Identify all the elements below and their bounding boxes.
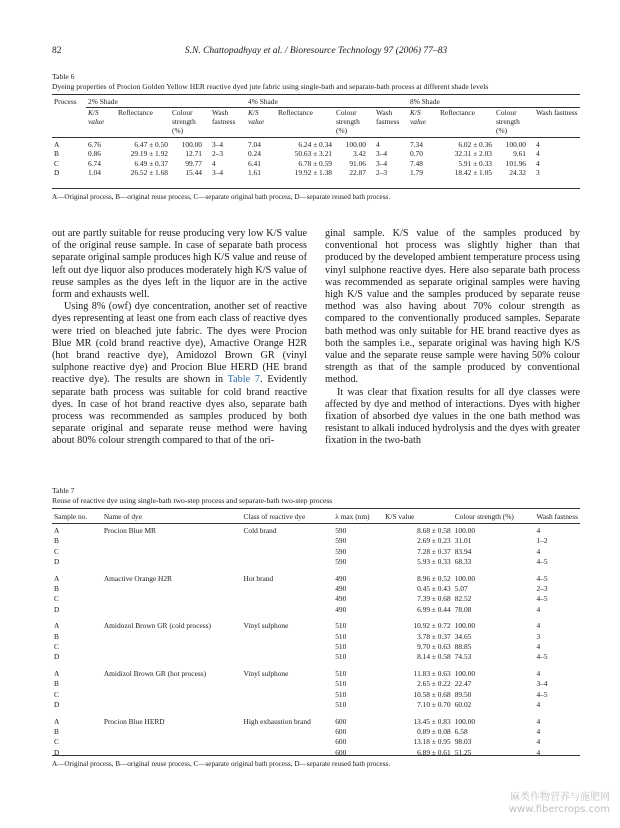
table7-dye-name-cell	[102, 737, 242, 747]
table6-cell: 1.61	[248, 168, 261, 178]
table7-sample-cell: B	[54, 584, 59, 594]
table7-strength-cell: 98.03	[454, 737, 472, 747]
table7-wash-cell: 4	[536, 642, 541, 652]
table7-strength-cell: 6.58	[454, 726, 468, 736]
table6-cell: 6.47 ± 0.50	[134, 139, 168, 149]
table7-dye-class-cell: Vinyl sulphone	[243, 668, 289, 678]
table6-cell: 3–4	[212, 168, 224, 178]
table7-header-cell: Name of dye	[102, 510, 242, 524]
table7-sample-cell: A	[54, 526, 60, 535]
table7-wash-cell: 4–5	[536, 689, 548, 699]
table7-row	[52, 632, 580, 642]
table6-cell: 9.61	[513, 149, 526, 159]
body-column-right	[325, 228, 580, 448]
table7-wash-cell: 4	[536, 747, 541, 757]
table7-sample-cell: B	[54, 726, 59, 736]
table6-cell: 6.74	[88, 158, 101, 168]
table7-ks-cell: 13.45 ± 0.83	[413, 716, 451, 726]
table6-label: Table 6	[52, 72, 75, 81]
table7-ks-cell: 2.69 ± 0.23	[417, 536, 451, 546]
table7-ks-cell: 0.89 ± 0.08	[417, 726, 451, 736]
table7-row	[52, 642, 580, 652]
table7-dye-class-cell: Hot brand	[243, 573, 274, 583]
table7-ks-cell: 7.10 ± 0.70	[417, 700, 451, 710]
table7-row	[52, 547, 580, 557]
table7	[52, 510, 580, 758]
table7-strength-cell: 83.94	[454, 546, 472, 556]
table7-ks-cell: 7.39 ± 0.68	[417, 594, 451, 604]
table6-caption	[52, 72, 580, 92]
table7-ks-cell: 8.68 ± 0.58	[417, 526, 451, 535]
table7-link[interactable]: Table 7	[227, 374, 261, 386]
table7-strength-cell: 78.08	[454, 604, 472, 614]
table7-ks-cell: 0.45 ± 0.43	[417, 584, 451, 594]
table7-lambda-cell: 510	[335, 652, 347, 662]
table7-sample-cell: C	[54, 737, 59, 747]
table7-lambda-cell: 600	[335, 726, 347, 736]
table7-lambda-cell: 510	[335, 689, 347, 699]
table7-header	[52, 510, 580, 524]
table6-cell: 3.42	[353, 149, 366, 159]
table6-sub-header-cell: Colour strength (%)	[336, 107, 360, 135]
table7-dye-class-cell: High exhaustion brand	[243, 716, 311, 726]
table7-ks-cell: 2.65 ± 0.22	[417, 679, 451, 689]
table7-lambda-cell: 590	[335, 557, 347, 567]
table6-cell: 4	[376, 139, 380, 149]
table6	[52, 97, 580, 178]
table7-strength-cell: 100.00	[454, 573, 476, 583]
table7-row	[52, 711, 580, 727]
paragraph-2: Using 8% (owf) dye concentration, another set of reactive dyes representing at least one from each class of reactive dyes were tried on bleached jute fabric. The dyes were Procion Blue MR (cold brand reactive dye), Amactive Orange H2R (hot brand reactive dye), Amidozol Brown GR (vinyl sulphone reactive dye) and Procion Blue HERD (HE brand reactive dye). The results are shown in Table 7. Evidently separate bath process was suitable for cold brand reactive dyes. In case of hot brand reactive dyes also, separate bath process was recommended as samples produced by both separate original and separate reuse method were having about 80% colour strength compared to that of the ori-	[52, 301, 307, 447]
table7-wash-cell: 4–5	[536, 557, 548, 567]
table7-row	[52, 536, 580, 546]
table7-strength-cell: 60.02	[454, 700, 472, 710]
table6-sub-header-cell: Wash fastness	[212, 107, 236, 126]
running-title: S.N. Chattopadhyay et al. / Bioresource Technology 97 (2006) 77–83	[184, 46, 448, 56]
table7-ks-cell: 10.92 ± 0.72	[413, 621, 451, 631]
table6-cell: 6.41	[248, 158, 261, 168]
table7-strength-cell: 74.53	[454, 652, 472, 662]
table7-sample-cell: A	[54, 621, 60, 631]
table6-cell: 6.76	[88, 139, 101, 149]
table7-header-cell: Wash fastness	[534, 510, 580, 524]
table7-dye-class-cell	[241, 700, 333, 710]
table6-cell: 6.02 ± 0.36	[458, 139, 492, 149]
table7-dye-class-cell	[241, 748, 333, 758]
table7-row	[52, 615, 580, 631]
table7-dye-class-cell	[241, 679, 333, 689]
table6-cell: 24.32	[509, 168, 526, 178]
table6-cell: 7.48	[410, 158, 423, 168]
table7-bottom-rule	[52, 755, 580, 756]
table7-dye-name-cell	[102, 642, 242, 652]
table7-dye-class-cell	[241, 690, 333, 700]
table7-wash-cell: 4	[536, 526, 541, 535]
table6-process-cell: A	[54, 139, 60, 149]
table7-wash-cell: 4–5	[536, 594, 548, 604]
table7-lambda-cell: 490	[335, 584, 347, 594]
table7-dye-name-cell: Amactive Orange H2R	[103, 573, 172, 583]
table7-wash-cell: 4	[536, 700, 541, 710]
table6-cell: 3–4	[212, 139, 224, 149]
table7-wash-cell: 4	[536, 737, 541, 747]
table7-title: Reuse of reactive dye using single-bath two-step process and separate-bath two-step process	[52, 496, 333, 505]
watermark-cn: 麻类作物营养与施肥网	[510, 792, 610, 803]
table6-cell: 29.19 ± 1.92	[130, 149, 168, 159]
table7-dye-class-cell	[241, 652, 333, 662]
table6-cell: 99.77	[185, 158, 202, 168]
table7-strength-cell: 82.52	[454, 594, 472, 604]
table6-top-rule	[52, 94, 580, 95]
table6-shade-8: 8% Shade	[408, 97, 580, 107]
table6-cell: 2–3	[212, 149, 224, 159]
table6-cell: 4	[536, 149, 540, 159]
table7-dye-name-cell: Amidizol Brown GR (hot process)	[103, 668, 207, 678]
table6-row	[52, 168, 580, 178]
table6-shade-2: 2% Shade	[86, 97, 246, 107]
table7-top-rule	[52, 508, 580, 509]
table7-ks-cell: 10.58 ± 0.68	[413, 689, 451, 699]
table7-sample-cell: D	[54, 700, 60, 710]
table7-dye-name-cell	[102, 547, 242, 557]
table6-process-cell: D	[54, 168, 60, 178]
table7-row	[52, 663, 580, 679]
table7-lambda-cell: 600	[335, 747, 347, 757]
table7-strength-cell: 22.47	[454, 679, 472, 689]
table7-dye-name-cell	[102, 536, 242, 546]
table7-row	[52, 524, 580, 537]
table7-dye-name-cell	[102, 748, 242, 758]
table7-row	[52, 568, 580, 584]
table6-cell: 19.92 ± 1.38	[294, 168, 332, 178]
table6-shade-4: 4% Shade	[246, 97, 408, 107]
table6-cell: 7.04	[248, 139, 261, 149]
table6-cell: 3	[536, 168, 540, 178]
table7-dye-class-cell	[241, 547, 333, 557]
table7-lambda-cell: 490	[335, 594, 347, 604]
table6-cell: 4	[536, 158, 540, 168]
table6-cell: 26.52 ± 1.68	[130, 168, 168, 178]
table7-header-cell: λ max (nm)	[333, 510, 383, 524]
table6-cell: 3–4	[376, 158, 388, 168]
table7-sample-cell: C	[54, 642, 59, 652]
table7-strength-cell: 34.65	[454, 631, 472, 641]
table7-dye-name-cell: Procion Blue MR	[103, 526, 156, 535]
table6-shade-header	[52, 97, 580, 107]
table7-header-cell: K/S value	[383, 510, 453, 524]
table7-sample-cell: B	[54, 631, 59, 641]
table7-dye-name-cell	[102, 727, 242, 737]
table7-lambda-cell: 510	[335, 621, 347, 631]
table6-footnote: A—Original process, B—original reuse process, C—separate original bath process, D—separate reused bath process.	[52, 193, 391, 201]
table7-wash-cell: 4–5	[536, 573, 548, 583]
table7-wash-cell: 4	[536, 604, 541, 614]
table7-ks-cell: 6.99 ± 0.44	[417, 604, 451, 614]
table7-lambda-cell: 590	[335, 546, 347, 556]
table6-sub-header-cell: Reflectance	[118, 107, 153, 117]
table7-dye-class-cell	[241, 727, 333, 737]
table7-ks-cell: 6.89 ± 0.61	[417, 747, 451, 757]
table6-process-cell: B	[54, 149, 59, 159]
table6-sub-header-cell: K/S value	[88, 107, 105, 126]
table6-row	[52, 159, 580, 169]
table7-dye-name-cell	[102, 605, 242, 615]
table7-lambda-cell: 600	[335, 737, 347, 747]
paragraph-4: It was clear that fixation results for all dye classes were affected by dye and method of interactions. Dyes with higher fixation of absorbed dye values in the one bath method was resistant to alkali induced hydrolysis and the dyes with greater fixation in the two-bath	[325, 386, 580, 447]
table7-strength-cell: 100.00	[454, 621, 476, 631]
table7-wash-cell: 4	[536, 546, 541, 556]
table6-cell: 2–3	[376, 168, 388, 178]
table7-wash-cell: 4	[536, 668, 541, 678]
table7-wash-cell: 4	[536, 726, 541, 736]
table7-row	[52, 700, 580, 710]
table6-bottom-rule	[52, 188, 580, 189]
table7-caption	[52, 486, 580, 506]
table7-sample-cell: B	[54, 679, 59, 689]
table7-dye-class-cell	[241, 536, 333, 546]
table6-row	[52, 149, 580, 159]
table6-sub-header-cell: Reflectance	[278, 107, 313, 117]
table6-title: Dyeing properties of Procion Golden Yellow HER reactive dyed jute fabric using single-bath and separate-bath process at different shade levels	[52, 82, 489, 91]
table6-cell: 7.34	[410, 139, 423, 149]
table7-wash-cell: 2–3	[536, 584, 548, 594]
table6-sub-header	[52, 107, 580, 137]
table7-wash-cell: 1–2	[536, 536, 548, 546]
table6-cell: 15.44	[185, 168, 202, 178]
table7-dye-name-cell	[102, 700, 242, 710]
table6-cell: 1.04	[88, 168, 101, 178]
table6-cell: 100.00	[505, 139, 526, 149]
page-number: 82	[52, 46, 62, 56]
table6-process-cell: C	[54, 158, 59, 168]
table7-row	[52, 727, 580, 737]
table7-dye-class-cell	[241, 557, 333, 567]
table7-dye-class-cell	[241, 737, 333, 747]
table7-sample-cell: D	[54, 747, 60, 757]
table6-cell: 6.49 ± 0.37	[134, 158, 168, 168]
table7-sample-cell: A	[54, 716, 60, 726]
table7-dye-name-cell	[102, 594, 242, 604]
table7-lambda-cell: 490	[335, 573, 347, 583]
body-column-left	[52, 228, 307, 448]
table7-dye-name-cell: Procion Blue HERD	[103, 716, 165, 726]
table6-cell: 6.24 ± 0.34	[298, 139, 332, 149]
table7-wash-cell: 4	[536, 716, 541, 726]
table6-cell: 50.63 ± 3.21	[294, 149, 332, 159]
table7-row	[52, 690, 580, 700]
table6-sub-header-cell: Colour strength (%)	[172, 107, 196, 135]
table6-cell: 12.71	[185, 149, 202, 159]
table7-lambda-cell: 590	[335, 526, 347, 535]
watermark	[509, 792, 610, 816]
table7-dye-name-cell	[102, 652, 242, 662]
table7-sample-cell: B	[54, 536, 59, 546]
table7-strength-cell: 100.00	[454, 716, 476, 726]
table7-wash-cell: 3	[536, 631, 541, 641]
table7-dye-class-cell: Cold brand	[243, 526, 277, 535]
table7-strength-cell: 88.85	[454, 642, 472, 652]
table7-ks-cell: 13.18 ± 0.95	[413, 737, 451, 747]
table6-process-header: Process	[54, 97, 77, 106]
table6-cell: 4	[212, 158, 216, 168]
table7-dye-class-cell	[241, 605, 333, 615]
table7-wash-cell: 4–5	[536, 652, 548, 662]
table7-sample-cell: D	[54, 557, 60, 567]
table7-row	[52, 679, 580, 689]
table6-cell: 6.78 ± 0.59	[298, 158, 332, 168]
table7-lambda-cell: 510	[335, 668, 347, 678]
table7-dye-class-cell	[241, 594, 333, 604]
table6-sub-header-cell: Wash fastness	[376, 107, 400, 126]
table7-row	[52, 557, 580, 567]
table6-cell: 32.31 ± 2.03	[454, 149, 492, 159]
table7-wash-cell: 3–4	[536, 679, 548, 689]
table6-row	[52, 137, 580, 149]
table7-strength-cell: 89.50	[454, 689, 472, 699]
table7-row	[52, 652, 580, 662]
table7-row	[52, 594, 580, 604]
table7-dye-name-cell	[102, 557, 242, 567]
table7-ks-cell: 9.70 ± 0.63	[417, 642, 451, 652]
table7-sample-cell: C	[54, 594, 59, 604]
table7-strength-cell: 68.33	[454, 557, 472, 567]
table7-lambda-cell: 600	[335, 716, 347, 726]
table6-cell: 3–4	[376, 149, 388, 159]
table7-ks-cell: 11.83 ± 0.63	[413, 668, 451, 678]
table6-cell: 0.70	[410, 149, 423, 159]
table7-strength-cell: 31.01	[454, 536, 472, 546]
table7-strength-cell: 5.07	[454, 584, 468, 594]
table7-sample-cell: A	[54, 573, 60, 583]
table6-sub-header-cell: K/S value	[410, 107, 427, 126]
table7-dye-class-cell: Vinyl sulphone	[243, 621, 289, 631]
table6-cell: 0.86	[88, 149, 101, 159]
running-header	[52, 46, 580, 60]
table7-dye-class-cell	[241, 584, 333, 594]
table7-row	[52, 584, 580, 594]
table7-lambda-cell: 510	[335, 642, 347, 652]
table7-lambda-cell: 510	[335, 679, 347, 689]
table6-cell: 100.00	[181, 139, 202, 149]
table7-dye-name-cell	[102, 584, 242, 594]
table7-row	[52, 737, 580, 747]
table6-cell: 91.06	[349, 158, 366, 168]
table7-dye-name-cell: Amidozol Brown GR (cold process)	[103, 621, 211, 631]
table7-label: Table 7	[52, 486, 75, 495]
table7-sample-cell: D	[54, 652, 60, 662]
table7-dye-name-cell	[102, 690, 242, 700]
table7-sample-cell: C	[54, 689, 59, 699]
table7-lambda-cell: 510	[335, 631, 347, 641]
table6-cell: 100.00	[345, 139, 366, 149]
table6-cell: 22.87	[349, 168, 366, 178]
table7-row	[52, 605, 580, 615]
paragraph-3: ginal sample. K/S value of the samples produced by conventional hot process was slightly higher than that produced by the developed ambient temperature process using vinyl sulphone reactive dyes. Here also separate bath process was recommended as separate original samples were having high K/S value and the samples produced by separate reuse method was also having about 70% colour strength as compared to the conventionally produced samples. Separate bath method was only suitable for HE brand reactive dyes as both the samples i.e., separate original was having high K/S value and the separate reuse sample were having 50% colour strength as that of the sample produced by conventional method.	[325, 228, 580, 386]
table7-strength-cell: 100.00	[454, 668, 476, 678]
table6-sub-header-cell: Reflectance	[440, 107, 475, 117]
table7-ks-cell: 5.93 ± 0.33	[417, 557, 451, 567]
table7-lambda-cell: 490	[335, 604, 347, 614]
table6-cell: 101.96	[505, 158, 526, 168]
table7-dye-class-cell	[241, 642, 333, 652]
table7-sample-cell: C	[54, 546, 59, 556]
table7-header-cell: Colour strength (%)	[453, 510, 535, 524]
table6-cell: 1.79	[410, 168, 423, 178]
table7-sample-cell: D	[54, 604, 60, 614]
table6-sub-header-cell: K/S value	[248, 107, 265, 126]
watermark-url: www.fibercrops.com	[508, 804, 610, 815]
table6-sub-header-cell: Wash fastness	[536, 107, 578, 117]
table7-ks-cell: 8.96 ± 0.52	[417, 573, 451, 583]
table7-dye-name-cell	[102, 632, 242, 642]
table7-ks-cell: 8.14 ± 0.58	[417, 652, 451, 662]
table7-footnote: A—Original process, B—original reuse process, C—separate original bath process, D—separate reused bath process.	[52, 760, 391, 768]
table6-cell: 4	[536, 139, 540, 149]
table6-cell: 0.24	[248, 149, 261, 159]
table7-wash-cell: 4	[536, 621, 541, 631]
table7-strength-cell: 51.25	[454, 747, 472, 757]
table7-header-cell: Sample no.	[52, 510, 102, 524]
table7-sample-cell: A	[54, 668, 60, 678]
table7-lambda-cell: 590	[335, 536, 347, 546]
table7-row	[52, 748, 580, 758]
table7-strength-cell: 100.00	[454, 526, 476, 535]
table6-sub-header-cell: Colour strength (%)	[496, 107, 520, 135]
table6-cell: 5.91 ± 0.33	[458, 158, 492, 168]
table7-ks-cell: 3.78 ± 0.37	[417, 631, 451, 641]
table7-dye-name-cell	[102, 679, 242, 689]
table7-ks-cell: 7.28 ± 0.37	[417, 546, 451, 556]
table7-header-cell: Class of reactive dye	[241, 510, 333, 524]
table6-cell: 18.42 ± 1.05	[454, 168, 492, 178]
table7-dye-class-cell	[241, 632, 333, 642]
paragraph-1: out are partly suitable for reuse producing very low K/S value of the original reuse sample. In case of separate bath process separate original sample produces high K/S value and reuse of left out dye liquor also produces moderately high K/S value of reuse samples as the dyes left in the liquor are in the active form and exhausts well.	[52, 228, 307, 301]
table7-lambda-cell: 510	[335, 700, 347, 710]
